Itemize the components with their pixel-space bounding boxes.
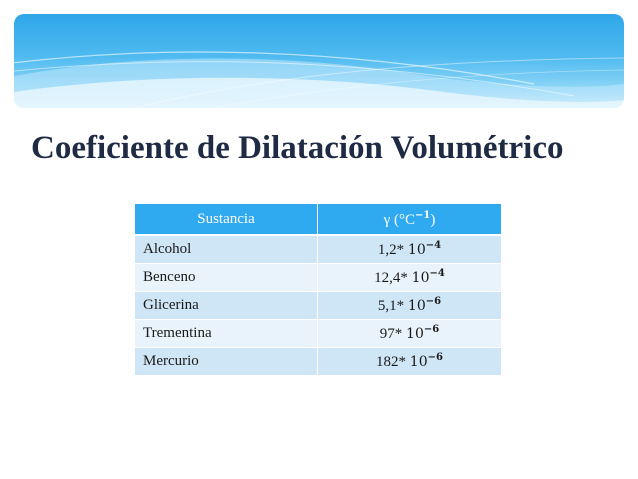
table-row (135, 235, 501, 264)
cell-sustancia: Alcohol (135, 235, 318, 264)
table-row (135, 320, 501, 348)
cell-coeficiente (318, 348, 502, 376)
cell-sustancia: Glicerina (135, 292, 318, 320)
power-exponent: −4 (429, 268, 445, 279)
wave-decoration (14, 14, 624, 108)
header-gamma-suffix: ) (430, 211, 436, 228)
coef-value: 97* (379, 326, 403, 342)
table-row (135, 348, 501, 376)
header-gamma-exp: −1 (415, 209, 431, 221)
power-base: 10 (406, 326, 424, 342)
power-base: 10 (407, 242, 426, 258)
page-title: Coeficiente de Dilatación Volumétrico (31, 130, 564, 166)
cell-sustancia: Mercurio (135, 348, 318, 376)
power-base: 10 (411, 270, 430, 286)
header-gamma-prefix: γ (°C (383, 211, 416, 228)
header-gamma (318, 204, 502, 235)
power-base: 10 (407, 298, 426, 314)
coef-value: 12,4* (374, 270, 408, 286)
power-base: 10 (409, 354, 428, 370)
header-banner (14, 14, 624, 108)
power-exponent: −6 (423, 324, 440, 335)
power-exponent: −6 (427, 352, 443, 363)
coef-value: 1,2* (377, 242, 405, 258)
cell-sustancia: Benceno (135, 264, 318, 292)
cell-coeficiente (318, 264, 502, 292)
cell-coeficiente (318, 235, 502, 264)
power-exponent: −4 (425, 240, 442, 251)
cell-coeficiente (318, 320, 502, 348)
coef-value: 5,1* (377, 298, 405, 314)
cell-sustancia: Trementina (135, 320, 318, 348)
cell-coeficiente (318, 292, 502, 320)
coef-value: 182* (376, 354, 407, 370)
table-header-row (135, 204, 501, 235)
dilatation-table (135, 204, 501, 375)
power-exponent: −6 (425, 296, 442, 307)
table-row (135, 264, 501, 292)
header-sustancia: Sustancia (135, 204, 318, 235)
table-row (135, 292, 501, 320)
